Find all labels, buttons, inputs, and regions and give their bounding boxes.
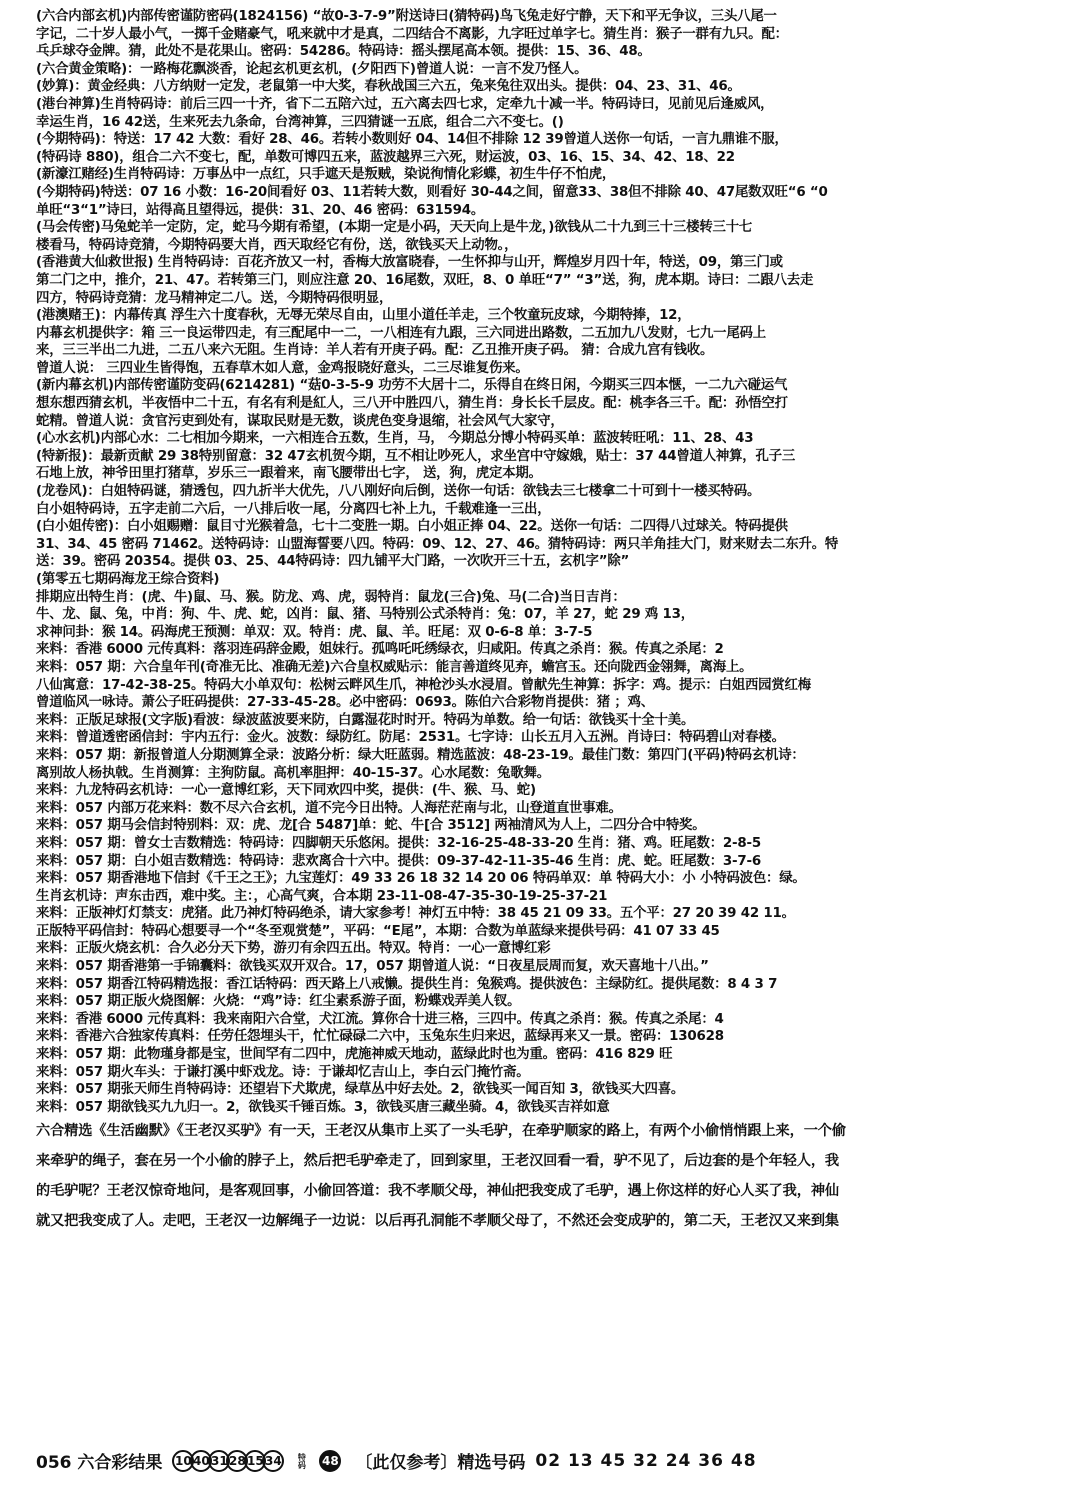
result-ball: 28 bbox=[226, 1450, 248, 1472]
text-line: 来料：057 期火车头：于谦打溪中虾戏龙。诗：于谦却忆吉山上，李白云门掩竹斋。 bbox=[36, 1064, 530, 1080]
text-line: 来料：057 期：新报曾道人分期测算全录：波路分析：绿大旺蓝弱。精选蓝波：48-23-19。最佳门数：第四门(平码)特码玄机诗： bbox=[36, 747, 805, 763]
special-tag: 特码 bbox=[297, 1452, 307, 1469]
result-ball: 15 bbox=[244, 1450, 266, 1472]
text-line: 排期应出特生肖：(虎、牛)鼠、马、猴。防龙、鸡、虎，弱特肖：鼠龙(三合)兔、马(二合)当日吉肖： bbox=[36, 589, 626, 605]
text-line: 来，三三半出二九进，二五八来六无阻。生肖诗：羊人若有开庚子码。配：乙丑推开庚子码。 猜：合成九宫有钱收。 bbox=[36, 343, 714, 359]
result-ball: 31 bbox=[208, 1450, 230, 1472]
text-line: (新内幕玄机)内部传密谨防变码(6214281) “菇0-3-5-9 功劳不大居十二，乐得自在终日闲，今期买三四本惬，一二九六碰运气 bbox=[36, 378, 788, 394]
text-line: (特码诗 880)，组合二六不变七，配，单数可博四五来，蓝波越界三六死，财运波，03、16、15、34、42、18、22 bbox=[36, 149, 735, 165]
humor-story-block bbox=[36, 1116, 1050, 1236]
text-line: 来料：057 期张天师生肖特码诗：还望岩下犬欺虎，绿草丛中好去处。2，欲钱买一闻百知 3，欲钱买大四喜。 bbox=[36, 1082, 685, 1098]
text-line: 来料：香港六合独家传真料：任劳任怨埋头干，忙忙碌碌二六中，玉兔东生归来迟，蓝绿再来又一景。密码：130628 bbox=[36, 1029, 724, 1045]
text-line: 送：39。密码 20354。提供 03、25、44特码诗：四九铺平大门路，一次吹开三十五，玄机字”除” bbox=[36, 554, 630, 570]
text-line: (港台神算)生肖特码诗：前后三四一十齐，省下二五陪六过，五六离去四七求，定牵九十减一半。特码诗曰，见前见后逢威风， bbox=[36, 96, 774, 112]
text-line: 生肖玄机诗：声东击西，难中奖。主：，心高气爽，合本期 23-11-08-47-35-30-19-25-37-21 bbox=[36, 888, 608, 904]
text-line: 来料：057 期香港第一手锦囊料：欲钱买双开双合。17，057 期曾道人说：“日夜星辰周而复，欢天喜地十八出。” bbox=[36, 959, 709, 975]
story-line: 的毛驴呢？王老汉惊奇地问，是客观回事，小偷回答道：我不孝顺父母，神仙把我变成了毛驴，遇上你这样的好心人买了我，神仙 bbox=[36, 1183, 839, 1200]
text-line: (特新报)：最新贡献 29 38特别留意：32 47玄机贺今期，互不相让吵死人，求坐宫中守嫁娥，贴士：37 44曾道人神算，孔子三 bbox=[36, 448, 796, 464]
lottery-results-bar bbox=[36, 1448, 757, 1473]
result-ball: 40 bbox=[190, 1450, 212, 1472]
text-line: (今期特码)：特送：17 42 大数：看好 28、46。若转小数则好 04、14但不排除 12 39曾道人送你一句话，一言九鼎谁不服， bbox=[36, 132, 788, 148]
text-line: (第零五七期码海龙王综合资料) bbox=[36, 572, 220, 587]
text-line: 八仙寓意：17-42-38-25。特码大小单双句：松树云畔风生爪，神枪沙头水浸眉。曾献先生神算：拆字：鸡。提示：白姐西园赏红梅 bbox=[36, 677, 811, 693]
text-line: 蛇精。曾道人说：贪官污吏到处有，谋取民财是无数，谈虎色变身退缩，社会风气大家守， bbox=[36, 413, 564, 429]
text-line: 来料：057 期正版火烧图解：火烧：“鸡”诗：红尘素系游子面，粉蝶戏弄美人钗。 bbox=[36, 994, 521, 1010]
text-line: 来料：057 期：六合皇年刊(奇准无比、准确无差)六合皇权威贴示：能言善道终见弃，蟾宫玉。还向陇西金翎舞，离海上。 bbox=[36, 659, 753, 675]
result-balls bbox=[172, 1450, 280, 1472]
text-line: (香港黄大仙救世报) 生肖特码诗：百花齐放又一村，香梅大放富晓春，一生怀抑与山开，辉煌岁月四十年，特送，09，第三门或 bbox=[36, 255, 783, 271]
text-line: 来料：057 期马会信封特别料：双：虎、龙[合 5487]单：蛇、牛[合 3512] 两袖清风为人上，二四分合中特奖。 bbox=[36, 818, 706, 834]
text-line: 四方，特码诗竞猜：龙马精神定二八。送，今期特码很明显， bbox=[36, 290, 393, 306]
text-line: 楼看马，特码诗竞猜，今期特码要大肖，西天取经它有份，送，欲钱买天上动物。， bbox=[36, 237, 518, 253]
text-line: 来料：057 期：此物瑾身都是宝，世间罕有二四中，虎施神威天地动，蓝绿此时也为重。密码：416 829 旺 bbox=[36, 1047, 673, 1063]
text-line: 幸运生肖，16 42送，生来死去九条命，台湾神算，三四猜谜一五底，组合二六不变七。() bbox=[36, 114, 564, 130]
text-line: 单旺“3“1”诗曰，站得高且望得远，提供：31、20、46 密码：631594。 bbox=[36, 202, 485, 218]
story-line: 六合精选《生活幽默》《王老汉买驴》有一天，王老汉从集市上买了一头毛驴，在牵驴顺家的路上，有两个小偷悄悄跟上来，一个偷 bbox=[36, 1123, 846, 1140]
text-line: 牛、龙、鼠、兔，中肖：狗、牛、虎、蛇，凶肖：鼠、猪、马特别公式杀特肖：兔：07，羊 27，蛇 29 鸡 13， bbox=[36, 607, 694, 623]
results-label: 056 六合彩结果 bbox=[36, 1453, 163, 1473]
picks-numbers: 02 13 45 32 24 36 48 bbox=[535, 1450, 757, 1471]
text-line: 求神问卦：猴 14。码海虎王预测：单双：双。特肖：虎、鼠、羊。旺尾：双 0-6-8 单：3-7-5 bbox=[36, 624, 593, 640]
text-line: 来料：九龙特码玄机诗：一心一意博红彩，天下同欢四中奖，提供：(牛、猴、马、蛇) bbox=[36, 783, 536, 799]
text-line: 想东想西猜玄机，半夜悟中二十五，有名有利是紅人，三八开中胜四八，猜生肖：身长长千层皮。配：桃李各三千。配：孙悟空打 bbox=[36, 396, 788, 412]
result-ball: 34 bbox=[262, 1450, 284, 1472]
text-line: (港澳赌王)：内幕传真 浮生六十度春秋，无辱无荣尽自由，山里小道任羊走，三个牧童玩皮球，今期特捧，12， bbox=[36, 308, 691, 324]
info-text-block bbox=[36, 8, 1050, 1116]
text-line: 曾道人说： 三四业生皆得饱，五春草木如人意，金鸡报晓好意头，二三尽谁复伤来。 bbox=[36, 360, 529, 376]
text-line: (新濠江赌经)生肖特码诗：万事丛中一点红，只手遮天是叛贼，染说徇情化彩蝶，初生牛仔不怕虎， bbox=[36, 167, 616, 183]
text-line: 正版特平码信封：特码心想要寻一个“冬至观赏楚”，平码：“E尾”，本期：合数为单蓝绿来提供号码：41 07 33 45 bbox=[36, 923, 720, 939]
text-line: (龙卷风)：白姐特码谜，猜透包，四九折半大优先，八八刚好向后倒，送你一句话：欲钱去三七楼拿二十可到十一楼买特码。 bbox=[36, 484, 761, 500]
text-line: (六合黄金策略)：一路梅花飘淡香，论起玄机更玄机，(夕阳西下)曾道人说：一言不发乃怪人。 bbox=[36, 61, 588, 77]
story-line: 就又把我变成了人。走吧，王老汉一边解绳子一边说：以后再孔洞能不孝顺父母了，不然还会变成驴的，第二天，王老汉又来到集 bbox=[36, 1213, 839, 1230]
text-line: 第二门之中，推介，21、47。若转第三门，则应注意 20、16尾数，双旺，8、0 单旺“7” “3”送，狗，虎本期。诗曰：二跟八去走 bbox=[36, 272, 814, 288]
text-line: 来料：057 期：白小姐吉数精选：特码诗：悲欢离合十六中。提供：09-37-42-11-35-46 生肖：虎、蛇。旺尾数：3-7-6 bbox=[36, 853, 761, 869]
special-ball: 48 bbox=[319, 1450, 341, 1472]
results-note: 〔此仅参考〕精选号码 bbox=[355, 1453, 526, 1473]
result-ball: 10 bbox=[172, 1450, 194, 1472]
text-line: 内幕玄机提供字：箱 三一良运带四走，有三配尾中一二，一八相连有九跟，三六同进出路数，二五加九八发财，七九一尾码上 bbox=[36, 325, 766, 341]
text-line: 曾道临风一咏诗。萧公子旺码提供：27-33-45-28。必中密码：0693。陈伯六合彩物肖提供：猪 ；鸡、 bbox=[36, 695, 654, 711]
text-line: 来料：正版火烧玄机：合久必分天下势，游刃有余四五出。特双。特肖：一心一意博红彩 bbox=[36, 941, 551, 957]
text-line: (妙算)：黄金经典：八方纳财一定发，老鼠第一中大奖，春秋战国三六五，兔来兔往双出头。提供：04、23、31、46。 bbox=[36, 79, 741, 95]
text-line: 来料：057 期：曾女士吉数精选：特码诗：四脚朝天乐悠闲。提供：32-16-25-48-33-20 生肖：猪、鸡。旺尾数：2-8-5 bbox=[36, 835, 761, 851]
text-line: 来料：正版神灯灯禁支：虎猪。此乃神灯特码绝杀，请大家参考！神灯五中特：38 45 21 09 33。五个平：27 20 39 42 11。 bbox=[36, 906, 795, 922]
text-line: 白小姐特码诗，五字走前二六后，一八排后收一尾，分离四七补上九，千载难逢一三出， bbox=[36, 501, 551, 517]
text-line: 来料：曾道透密函信封：宇内五行：金火。波数：绿防红。防尾：2531。七字诗：山长五月入五洲。肖诗曰：特码碧山对春楼。 bbox=[36, 730, 785, 746]
text-line: (马会传密)马兔蛇羊一定防，定，蛇马今期有希望，(本期一定是小码，天天向上是牛龙，)欲钱从二十九到三十三楼转三十七 bbox=[36, 220, 753, 236]
text-line: (今期特码)特送：07 16 小数：16-20间看好 03、11若转大数，则看好 30-44之间，留意33、38但不排除 40、47尾数双旺“6 “0 bbox=[36, 184, 828, 200]
text-line: (六合内部玄机)内部传密谨防密码(1824156) “故0-3-7-9”附送诗曰(猜特码)鸟飞兔走好宁静，天下和平无争议，三头八尾一 bbox=[36, 9, 777, 24]
text-line: 字记，二十岁人最小气，一掷千金赌豪气，吼来就中才是真，二四结合不离影，九字旺过单字七。猜生肖：猴子一群有九只。配： bbox=[36, 26, 788, 42]
text-line: 来料：正版足球报(文字版)看波：绿波蓝波要来防，白露湿花时时开。特码为单数。给一句话：欲钱买十全十美。 bbox=[36, 712, 695, 728]
text-line: 来料：057 内部万花来料：数不尽六合玄机，道不完今日出特。人海茫茫南与北，山登道直世事难。 bbox=[36, 800, 622, 816]
text-line: 来料：香港 6000 元传真料：落羽连码辞金殿，姐妹行。孤鸣吒吒绣绿衣，归咸阳。传真之杀肖：猴。传真之杀尾：2 bbox=[36, 642, 724, 658]
story-line: 来牵驴的绳子，套在另一个小偷的脖子上，然后把毛驴牵走了，回到家里，王老汉回看一看，驴不见了，后边套的是个年轻人，我 bbox=[36, 1153, 839, 1170]
text-line: 离别故人杨执戟。生肖测算：主狗防鼠。高机率胆押：40-15-37。心水尾数：兔歌舞。 bbox=[36, 765, 550, 781]
text-line: 来料：057 期香港地下信封《千王之王》；九宝莲灯：49 33 26 18 32 14 20 06 特码单双：单 特码大小：小 小特码波色：绿。 bbox=[36, 871, 806, 887]
text-line: 31、34、45 密码 71462。送特码诗：山盟海誓要八四。特码：09、12、27、46。猜特码诗：两只羊角挂大门，财来财去二东升。特 bbox=[36, 536, 839, 552]
text-line: 来料：057 期香江特码精选报：香江话特码：西天路上八戒懒。提供生肖：兔猴鸡。提供波色：主绿防红。提供尾数：8 4 3 7 bbox=[36, 976, 778, 992]
text-line: 乓乒球夺金牌。猜，此处不是花果山。密码：54286。特码诗：摇头摆尾高本领。提供：15、36、48。 bbox=[36, 44, 651, 60]
text-line: 来料：香港 6000 元传真料：我来南阳六合堂，犬江流。算你合十进三格，三四中。传真之杀肖：猴。传真之杀尾：4 bbox=[36, 1011, 724, 1027]
text-line: (白小姐传密)：白小姐赐赠：鼠目寸光猴着急，七十二变胜一期。白小姐正捧 04、22。送你一句话：二四得八过球关。特码提供 bbox=[36, 519, 788, 535]
text-line: 石地上放，神爷田里打猪草，岁乐三一跟着来，南飞腰带出七字， 送，狗，虎定本期。 bbox=[36, 466, 542, 482]
text-line: (心水玄机)内部心水：二七相加今期来，一六相连合五数，生肖，马， 今期总分博小特码买单：蓝波转旺吼：11、28、43 bbox=[36, 431, 754, 447]
text-line: 来料：057 期欲钱买九九归一。2，欲钱买千锤百炼。3，欲钱买唐三藏坐骑。4，欲钱买吉祥如意 bbox=[36, 1099, 610, 1115]
